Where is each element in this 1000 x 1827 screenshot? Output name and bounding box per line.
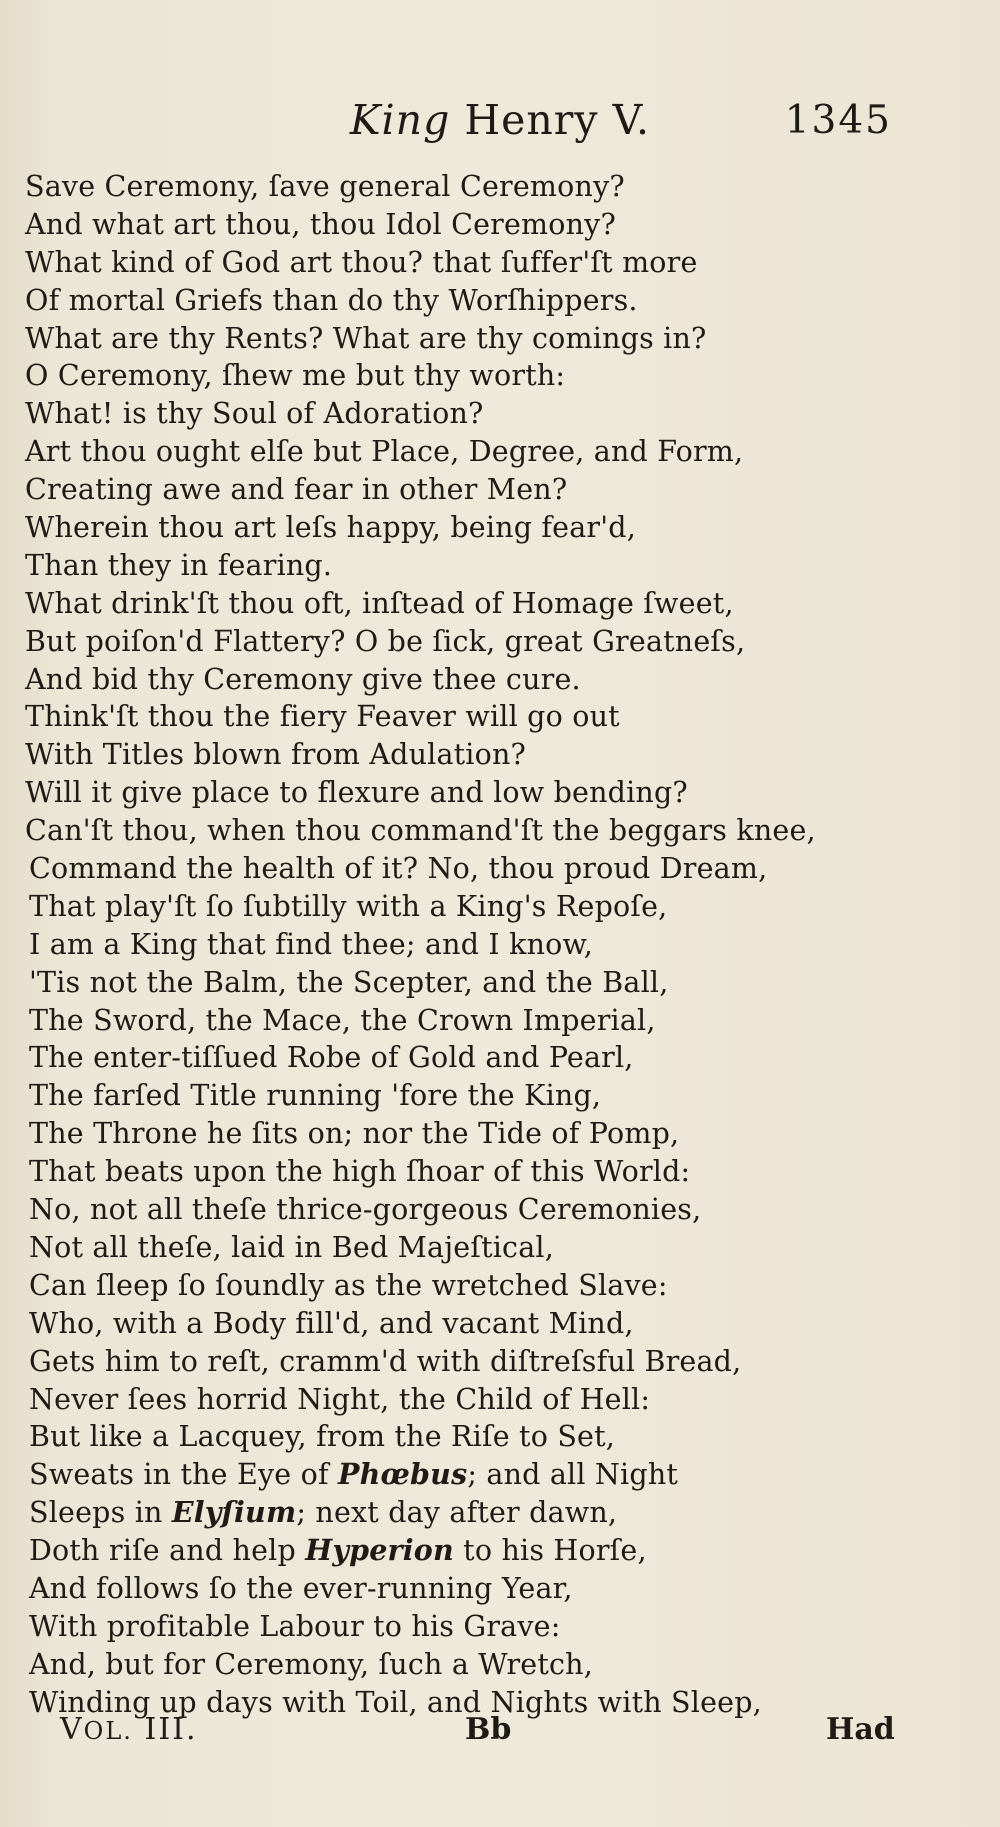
signature-volume: III.: [144, 1712, 198, 1747]
verse-line: Not all theſe, laid in Bed Majeſtical,: [29, 1230, 554, 1264]
catchword: Had: [826, 1712, 895, 1747]
verse-line: What drink'ſt thou oft, inſtead of Homage ſweet,: [25, 586, 734, 620]
verse-line: Doth riſe and help Hyperion to his Horſe,: [29, 1533, 647, 1568]
running-title-rest: Henry V.: [464, 96, 651, 144]
running-title: [300, 96, 700, 144]
verse-line: But like a Lacquey, from the Riſe to Set,: [29, 1420, 616, 1454]
verse-line: And follows ſo the ever-running Year,: [29, 1571, 573, 1605]
verse-line: What kind of God art thou? that ſuffer'ſt more: [25, 245, 698, 279]
italic-name: Hyperion: [305, 1533, 454, 1568]
verse-line: But poiſon'd Flattery? O be ſick, great Greatneſs,: [25, 624, 746, 658]
verse-line: The farſed Title running 'fore the King,: [29, 1079, 602, 1113]
signature-rest: OL.: [83, 1717, 133, 1745]
page-footer: [0, 1712, 1000, 1762]
verse-line: Save Ceremony, ſave general Ceremony?: [25, 170, 625, 203]
sheet-mark: Bb: [465, 1712, 512, 1747]
italic-name: Phœbus: [337, 1457, 468, 1492]
verse-line: That beats upon the high ſhoar of this World:: [29, 1155, 691, 1189]
verse-line: And bid thy Ceremony give thee cure.: [25, 662, 581, 696]
page-number: 1345: [784, 98, 892, 143]
verse-line: Art thou ought elſe but Place, Degree, and Form,: [25, 435, 744, 469]
verse-line: The enter-tiſſued Robe of Gold and Pearl,: [29, 1041, 634, 1075]
verse-line: And what art thou, thou Idol Ceremony?: [25, 207, 616, 241]
verse-line: Winding up days with Toil, and Nights with Sleep,: [29, 1685, 762, 1719]
verse-line: Can'ſt thou, when thou command'ſt the beggars knee,: [25, 814, 816, 848]
verse-line: That play'ſt ſo ſubtilly with a King's Repoſe,: [29, 889, 668, 923]
verse-line: Never ſees horrid Night, the Child of Hell:: [29, 1382, 651, 1416]
verse-line: Will it give place to flexure and low bending?: [25, 776, 688, 810]
verse-line: What! is thy Soul of Adoration?: [25, 397, 484, 431]
verse-line: Command the health of it? No, thou proud Dream,: [29, 852, 768, 886]
verse-line: Sleeps in Elyſium; next day after dawn,: [29, 1495, 618, 1530]
verse-line: Who, with a Body fill'd, and vacant Mind,: [29, 1306, 634, 1340]
verse-line: Can ſleep ſo ſoundly as the wretched Slave:: [29, 1268, 668, 1302]
verse-line: 'Tis not the Balm, the Scepter, and the Ball,: [29, 965, 669, 999]
verse-line: Creating awe and fear in other Men?: [25, 473, 568, 507]
verse-line: And, but for Ceremony, ſuch a Wretch,: [29, 1647, 593, 1681]
verse-line: Gets him to reſt, cramm'd with diſtreſsful Bread,: [29, 1344, 742, 1378]
verse-line: With Titles blown from Adulation?: [25, 738, 527, 772]
running-title-italic: King: [349, 96, 451, 144]
verse-text: [25, 168, 816, 1722]
verse-line: No, not all theſe thrice-gorgeous Ceremonies,: [29, 1193, 702, 1227]
italic-name: Elyſium: [171, 1495, 297, 1530]
signature-cap: V: [60, 1712, 84, 1747]
verse-line: Sweats in the Eye of Phœbus; and all Night: [29, 1457, 679, 1492]
verse-line: Think'ſt thou the fiery Feaver will go out: [25, 700, 620, 734]
verse-line: Wherein thou art leſs happy, being fear'd,: [25, 511, 636, 545]
verse-line: O Ceremony, ſhew me but thy worth:: [25, 359, 566, 393]
verse-line: Than they in fearing.: [25, 548, 333, 582]
verse-line: With profitable Labour to his Grave:: [29, 1609, 561, 1643]
volume-signature: [60, 1712, 198, 1747]
verse-line: The Sword, the Mace, the Crown Imperial,: [29, 1003, 656, 1037]
page-header: [0, 96, 1000, 156]
verse-line: I am a King that find thee; and I know,: [29, 927, 593, 961]
verse-line: What are thy Rents? What are thy comings in?: [25, 321, 707, 355]
verse-line: Of mortal Griefs than do thy Worſhippers.: [25, 283, 638, 317]
verse-line: The Throne he ſits on; nor the Tide of Pomp,: [29, 1117, 680, 1151]
